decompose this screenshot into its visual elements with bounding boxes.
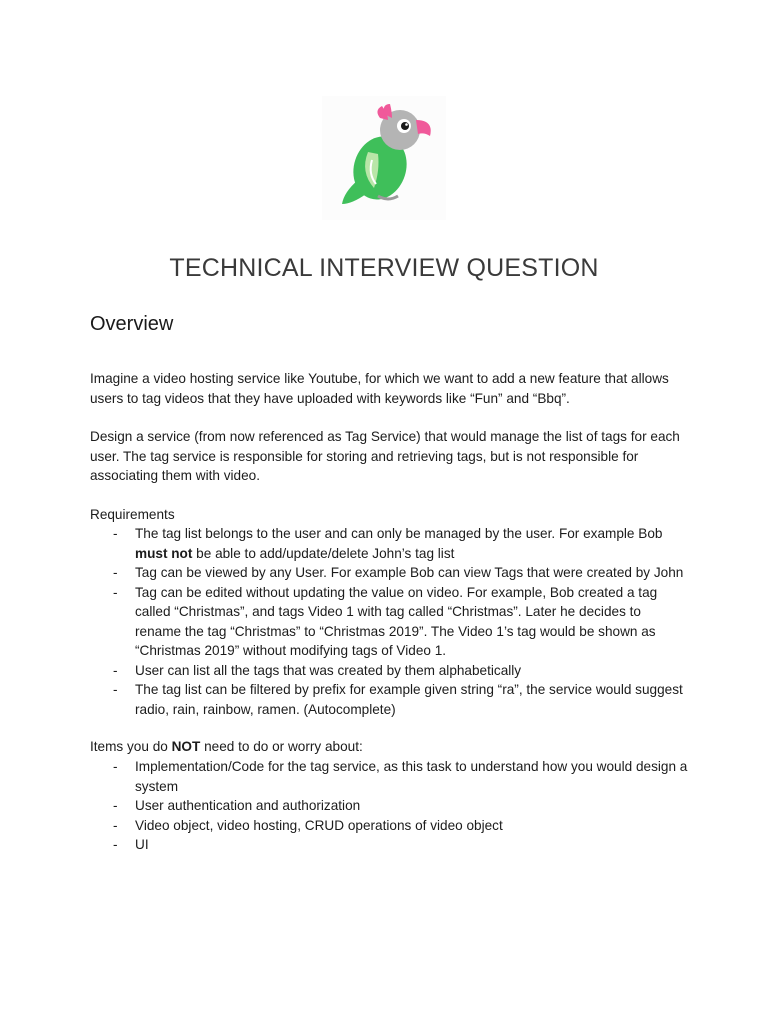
- list-item-text: User can list all the tags that was created by them alphabetically: [135, 662, 522, 678]
- not-needed-list: [90, 757, 690, 855]
- list-item-text: be able to add/update/delete John’s tag list: [192, 545, 455, 561]
- overview-paragraph-1: Imagine a video hosting service like Youtube, for which we want to add a new feature that allows users to tag videos that they have uploaded with keywords like “Fun” and “Bbq”.: [90, 371, 669, 406]
- list-item-text: Implementation/Code for the tag service, as this task to understand how you would design a system: [135, 759, 688, 794]
- list-item: [90, 796, 690, 816]
- list-item: [90, 661, 690, 681]
- requirements-label: Requirements: [90, 507, 175, 522]
- list-item: [90, 816, 690, 836]
- list-item-text: The tag list belongs to the user and can only be managed by the user. For example Bob: [135, 526, 663, 541]
- dash-bullet: -: [113, 759, 118, 774]
- list-item-text: Tag can be edited without updating the value on video. For example, Bob created a tag called “Christmas”, and tags Video 1 with tag called “Christmas”. Later he decides to rename the tag “Christmas” to “Christmas 2019”. The Video 1’s tag would be shown as “Christmas 2019” without modifying tags of Video 1.: [135, 584, 658, 658]
- dash-bullet: -: [113, 584, 118, 600]
- dash-bullet: -: [113, 565, 118, 580]
- requirements-list: [90, 524, 690, 719]
- list-item: [90, 835, 690, 855]
- dash-bullet: -: [113, 526, 118, 541]
- list-item-emphasis: must not: [135, 545, 193, 561]
- page-title: TECHNICAL INTERVIEW QUESTION: [169, 254, 599, 282]
- list-item: [90, 524, 690, 563]
- list-item: [90, 680, 690, 719]
- list-item-text: Tag can be viewed by any User. For example Bob can view Tags that were created by John: [135, 565, 684, 580]
- not-needed-label-text: Items you do: [90, 739, 172, 754]
- list-item-text: Video object, video hosting, CRUD operations of video object: [135, 817, 503, 833]
- list-item: [90, 583, 690, 661]
- dash-bullet: -: [113, 798, 118, 813]
- dash-bullet: -: [113, 837, 118, 852]
- dash-bullet: -: [113, 817, 118, 833]
- list-item-text: UI: [135, 837, 149, 852]
- overview-paragraph-2: Design a service (from now referenced as Tag Service) that would manage the list of tags for each user. The tag service is responsible for storing and retrieving tags, but is not responsible for associating them with video.: [90, 429, 680, 483]
- not-needed-label-text: need to do or worry about:: [200, 739, 363, 754]
- not-needed-label: [90, 737, 690, 757]
- list-item-text: User authentication and authorization: [135, 798, 361, 813]
- list-item: [90, 757, 690, 796]
- list-item-text: The tag list can be filtered by prefix for example given string “ra”, the service would suggest radio, rain, rainbow, ramen. (Autocomplete): [135, 682, 683, 717]
- not-needed-emphasis: NOT: [171, 739, 201, 754]
- logo: [322, 96, 446, 220]
- dash-bullet: -: [113, 662, 118, 678]
- overview-heading: Overview: [90, 313, 174, 335]
- dash-bullet: -: [113, 682, 118, 697]
- parrot-logo-icon: [322, 96, 446, 220]
- list-item: [90, 563, 690, 583]
